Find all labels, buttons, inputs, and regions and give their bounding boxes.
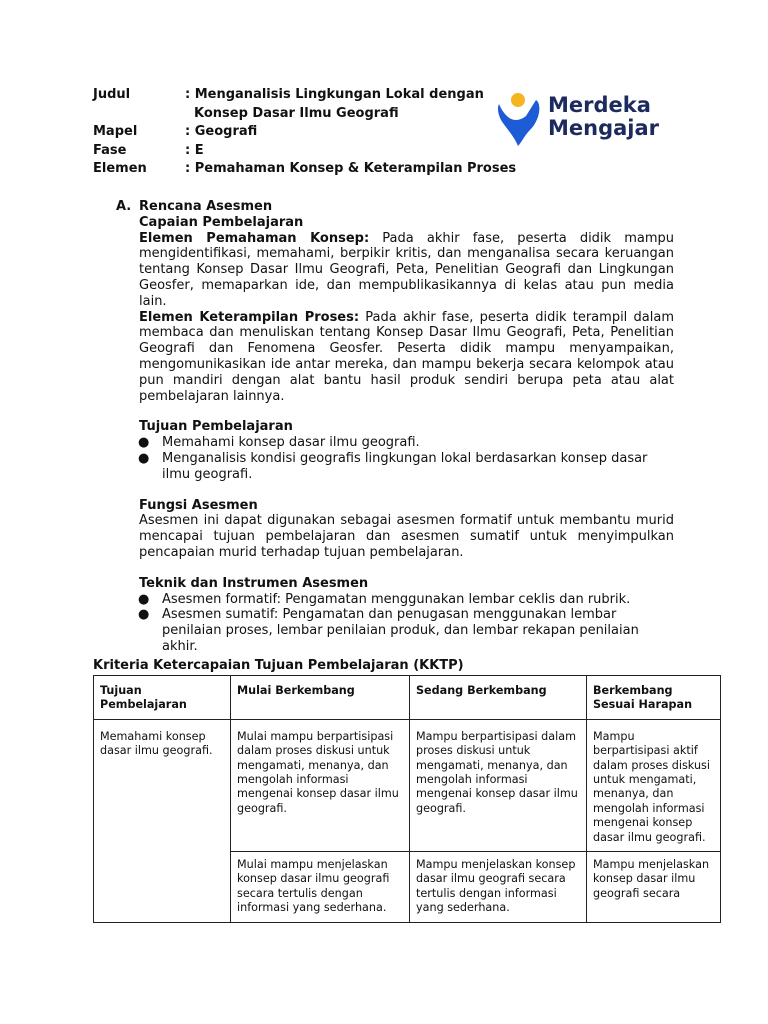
- meta-fase-value: : E: [185, 142, 204, 158]
- section-title: Rencana Asesmen: [139, 199, 273, 214]
- cell-sesuai: Mampu menjelaskan konsep dasar ilmu geografi secara: [587, 852, 721, 923]
- list-item: ● Asesmen formatif: Pengamatan menggunakan lembar ceklis dan rubrik.: [138, 591, 631, 607]
- cell-tujuan: Memahami konsep dasar ilmu geografi.: [94, 719, 231, 922]
- tujuan-heading: Tujuan Pembelajaran: [139, 419, 293, 435]
- kktp-table: [93, 675, 721, 923]
- teknik-list: [116, 592, 674, 655]
- meta-mapel-value: : Geografi: [185, 124, 258, 139]
- logo-wordmark: [548, 94, 659, 140]
- bullet-icon: ●: [138, 435, 150, 451]
- list-item: ● Memahami konsep dasar ilmu geografi.: [138, 435, 420, 451]
- merdeka-mengajar-logo: [496, 90, 676, 150]
- keterampilan-text: Pada akhir fase, peserta didik terampil dalam membaca dan menuliskan tentang Konsep Dasar Ilmu Geografi, Peta, Penelitian Geografi dan Fenomena Geosfer. Peserta didik mampu menyampaikan, mengomunikasikan ide antar mereka, dan mampu bekerja secara kelompok atau pun mandiri dengan alat bantu hasil produk sendiri berupa peta atau alat pembelajaran lainnya.: [139, 309, 674, 404]
- meta-elemen: [93, 160, 585, 179]
- meta-judul-value-2: Konsep Dasar Ilmu Geografi: [194, 105, 399, 121]
- section-letter: A.: [116, 199, 132, 214]
- header-sesuai: Berkembang Sesuai Harapan: [587, 676, 721, 720]
- keterampilan-label: Elemen Keterampilan Proses:: [139, 309, 360, 325]
- meta-judul-label: Judul: [93, 87, 131, 102]
- section-heading: [116, 199, 674, 215]
- meta-elemen-label: Elemen: [93, 161, 147, 176]
- cell-sesuai: Mampu berpartisipasi aktif dalam proses diskusi untuk mengamati, menanya, dan mengolah informasi mengenai konsep dasar ilmu geografi.: [587, 719, 721, 851]
- section-content: [116, 215, 674, 655]
- logo-line-1: Merdeka: [548, 93, 651, 117]
- fungsi-paragraph: Asesmen ini dapat digunakan sebagai asesmen formatif untuk membantu murid mencapai tujuan pembelajaran dan asesmen sumatif untuk menyimpulkan pencapaian murid terhadap tujuan pembelajaran.: [139, 513, 674, 560]
- kktp-title: Kriteria Ketercapaian Tujuan Pembelajaran (KKTP): [93, 658, 464, 673]
- pemahaman-label: Elemen Pemahaman Konsep:: [139, 230, 370, 246]
- meta-elemen-value: : Pemahaman Konsep & Keterampilan Proses: [185, 161, 517, 176]
- section-rencana-asesmen: [116, 199, 674, 655]
- keterampilan-paragraph: [139, 310, 674, 405]
- fungsi-heading: Fungsi Asesmen: [139, 497, 258, 513]
- bullet-icon: ●: [138, 607, 150, 623]
- table-row: [94, 719, 721, 851]
- meta-mapel-label: Mapel: [93, 124, 138, 139]
- header-tujuan: Tujuan Pembelajaran: [94, 676, 231, 720]
- teknik-heading: Teknik dan Instrumen Asesmen: [139, 575, 369, 591]
- table-header-row: [94, 676, 721, 720]
- tujuan-list: [116, 435, 674, 482]
- cell-mulai: Mulai mampu berpartisipasi dalam proses diskusi untuk mengamati, menanya, dan mengolah informasi mengenai konsep dasar ilmu geografi.: [231, 719, 410, 851]
- meta-fase-label: Fase: [93, 142, 127, 158]
- list-item: ● Asesmen sumatif: Pengamatan dan penugasan menggunakan lembar penilaian proses, lembar penilaian produk, dan lembar rekapan penilaian akhir.: [138, 607, 639, 654]
- header-mulai: Mulai Berkembang: [231, 676, 410, 720]
- meta-judul-value: : Menganalisis Lingkungan Lokal dengan: [185, 87, 484, 102]
- cell-sedang: Mampu berpartisipasi dalam proses diskusi untuk mengamati, menanya, dan mengolah informasi mengenai konsep dasar ilmu geografi.: [410, 719, 587, 851]
- header-sedang: Sedang Berkembang: [410, 676, 587, 720]
- capaian-heading: Capaian Pembelajaran: [139, 214, 304, 230]
- logo-mark-icon: [496, 90, 546, 148]
- bullet-icon: ●: [138, 450, 150, 466]
- cell-mulai: Mulai mampu menjelaskan konsep dasar ilmu geografi secara tertulis dengan informasi yang sederhana.: [231, 852, 410, 923]
- cell-sedang: Mampu menjelaskan konsep dasar ilmu geografi secara tertulis dengan informasi yang sederhana.: [410, 852, 587, 923]
- bullet-icon: ●: [138, 591, 150, 607]
- pemahaman-text: Pada akhir fase, peserta didik mampu mengidentifikasi, memahami, berpikir kritis, dan menganalisa secara keruangan tentang Konsep Dasar Ilmu Geografi, Peta, Penelitian Geografi dan Lingkungan Geosfer, memaparkan ide, dan mempublikasikannya di kelas atau pun media lain.: [139, 230, 674, 309]
- logo-line-2: Mengajar: [548, 116, 660, 140]
- pemahaman-paragraph: [139, 231, 674, 310]
- list-item: ● Menganalisis kondisi geografis lingkungan lokal berdasarkan konsep dasar ilmu geografi.: [138, 450, 648, 482]
